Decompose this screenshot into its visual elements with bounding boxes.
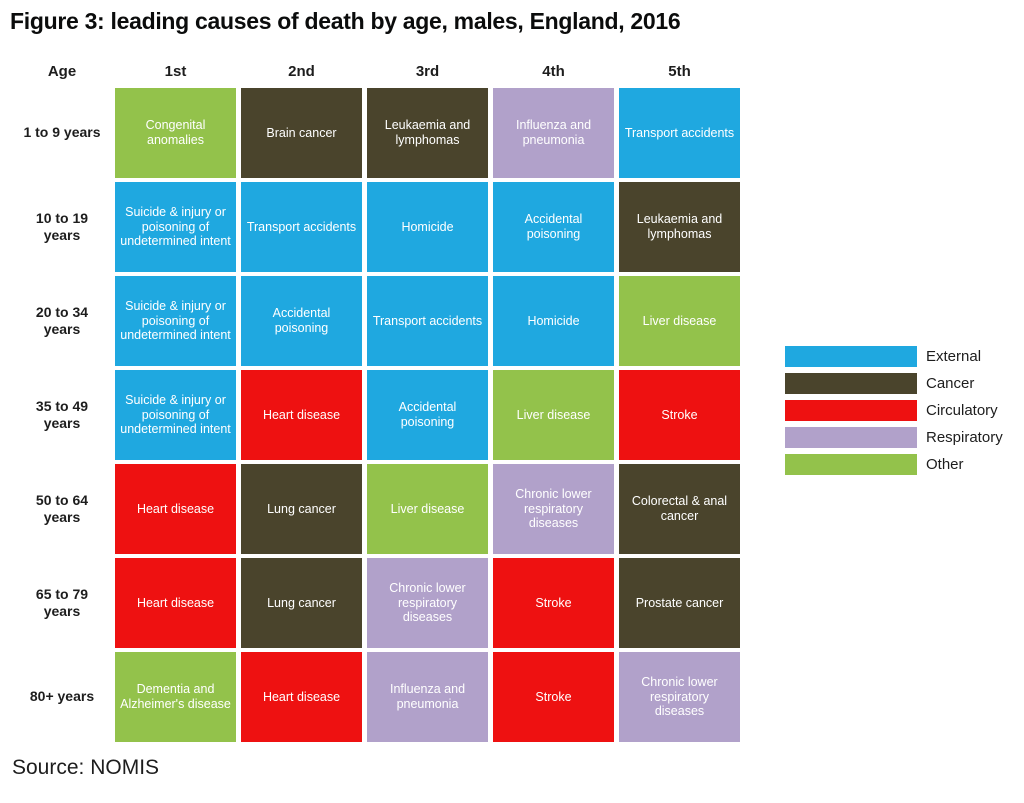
cause-cell: Accidental poisoning — [367, 370, 488, 460]
legend-swatch-external — [785, 346, 917, 367]
column-header-4th: 4th — [542, 62, 565, 80]
column-header-age: Age — [47, 62, 77, 80]
cause-cell: Liver disease — [493, 370, 614, 460]
legend-swatch-circulatory — [785, 400, 917, 421]
column-header-3rd: 3rd — [415, 62, 440, 80]
cause-cell: Heart disease — [241, 652, 362, 742]
legend-swatch-other — [785, 454, 917, 475]
row-label: 50 to 64 years — [35, 491, 89, 525]
legend-label: Respiratory — [926, 429, 1003, 446]
cause-cell: Leukaemia and lymphomas — [619, 182, 740, 272]
cause-cell: Heart disease — [115, 558, 236, 648]
cause-cell: Heart disease — [115, 464, 236, 554]
cause-cell: Lung cancer — [241, 464, 362, 554]
legend — [785, 346, 1003, 481]
figure-title: Figure 3: leading causes of death by age, males, England, 2016 — [10, 8, 681, 34]
cause-cell: Colorectal & anal cancer — [619, 464, 740, 554]
row-label: 65 to 79 years — [35, 585, 89, 619]
cause-cell: Suicide & injury or poisoning of undetermined intent — [115, 276, 236, 366]
column-header-5th: 5th — [668, 62, 691, 80]
cause-cell: Accidental poisoning — [241, 276, 362, 366]
legend-swatch-cancer — [785, 373, 917, 394]
cause-cell: Liver disease — [367, 464, 488, 554]
legend-label: Cancer — [926, 375, 975, 392]
cause-cell: Chronic lower respiratory diseases — [619, 652, 740, 742]
cause-cell: Influenza and pneumonia — [367, 652, 488, 742]
cause-cell: Transport accidents — [367, 276, 488, 366]
cause-cell: Stroke — [493, 652, 614, 742]
cause-cell: Prostate cancer — [619, 558, 740, 648]
cause-cell: Chronic lower respiratory diseases — [493, 464, 614, 554]
cause-cell: Transport accidents — [619, 88, 740, 178]
cause-cell: Dementia and Alzheimer's disease — [115, 652, 236, 742]
legend-item — [785, 346, 1003, 367]
cause-cell: Stroke — [619, 370, 740, 460]
column-header-2nd: 2nd — [288, 62, 315, 80]
cause-cell: Influenza and pneumonia — [493, 88, 614, 178]
legend-swatch-respiratory — [785, 427, 917, 448]
row-label: 35 to 49 years — [35, 397, 89, 431]
cause-cell: Suicide & injury or poisoning of undetermined intent — [115, 182, 236, 272]
row-label: 10 to 19 years — [35, 209, 89, 243]
cause-cell: Congenital anomalies — [115, 88, 236, 178]
cause-cell: Suicide & injury or poisoning of undetermined intent — [115, 370, 236, 460]
legend-label: Circulatory — [926, 402, 998, 419]
row-label: 80+ years — [29, 688, 95, 705]
legend-item — [785, 400, 1003, 421]
cause-cell: Lung cancer — [241, 558, 362, 648]
cause-cell: Heart disease — [241, 370, 362, 460]
cause-cell: Stroke — [493, 558, 614, 648]
legend-label: Other — [926, 456, 964, 473]
cause-cell: Chronic lower respiratory diseases — [367, 558, 488, 648]
cause-cell: Leukaemia and lymphomas — [367, 88, 488, 178]
legend-item — [785, 427, 1003, 448]
cause-cell: Brain cancer — [241, 88, 362, 178]
row-label: 20 to 34 years — [35, 303, 89, 337]
legend-item — [785, 373, 1003, 394]
cause-cell: Homicide — [367, 182, 488, 272]
cause-cell: Accidental poisoning — [493, 182, 614, 272]
column-header-1st: 1st — [164, 62, 187, 80]
legend-item — [785, 454, 1003, 475]
row-label: 1 to 9 years — [23, 124, 101, 141]
source-note: Source: NOMIS — [12, 756, 160, 779]
cause-cell: Homicide — [493, 276, 614, 366]
cause-cell: Transport accidents — [241, 182, 362, 272]
leading-causes-table — [14, 58, 740, 742]
cause-cell: Liver disease — [619, 276, 740, 366]
legend-label: External — [926, 348, 982, 365]
